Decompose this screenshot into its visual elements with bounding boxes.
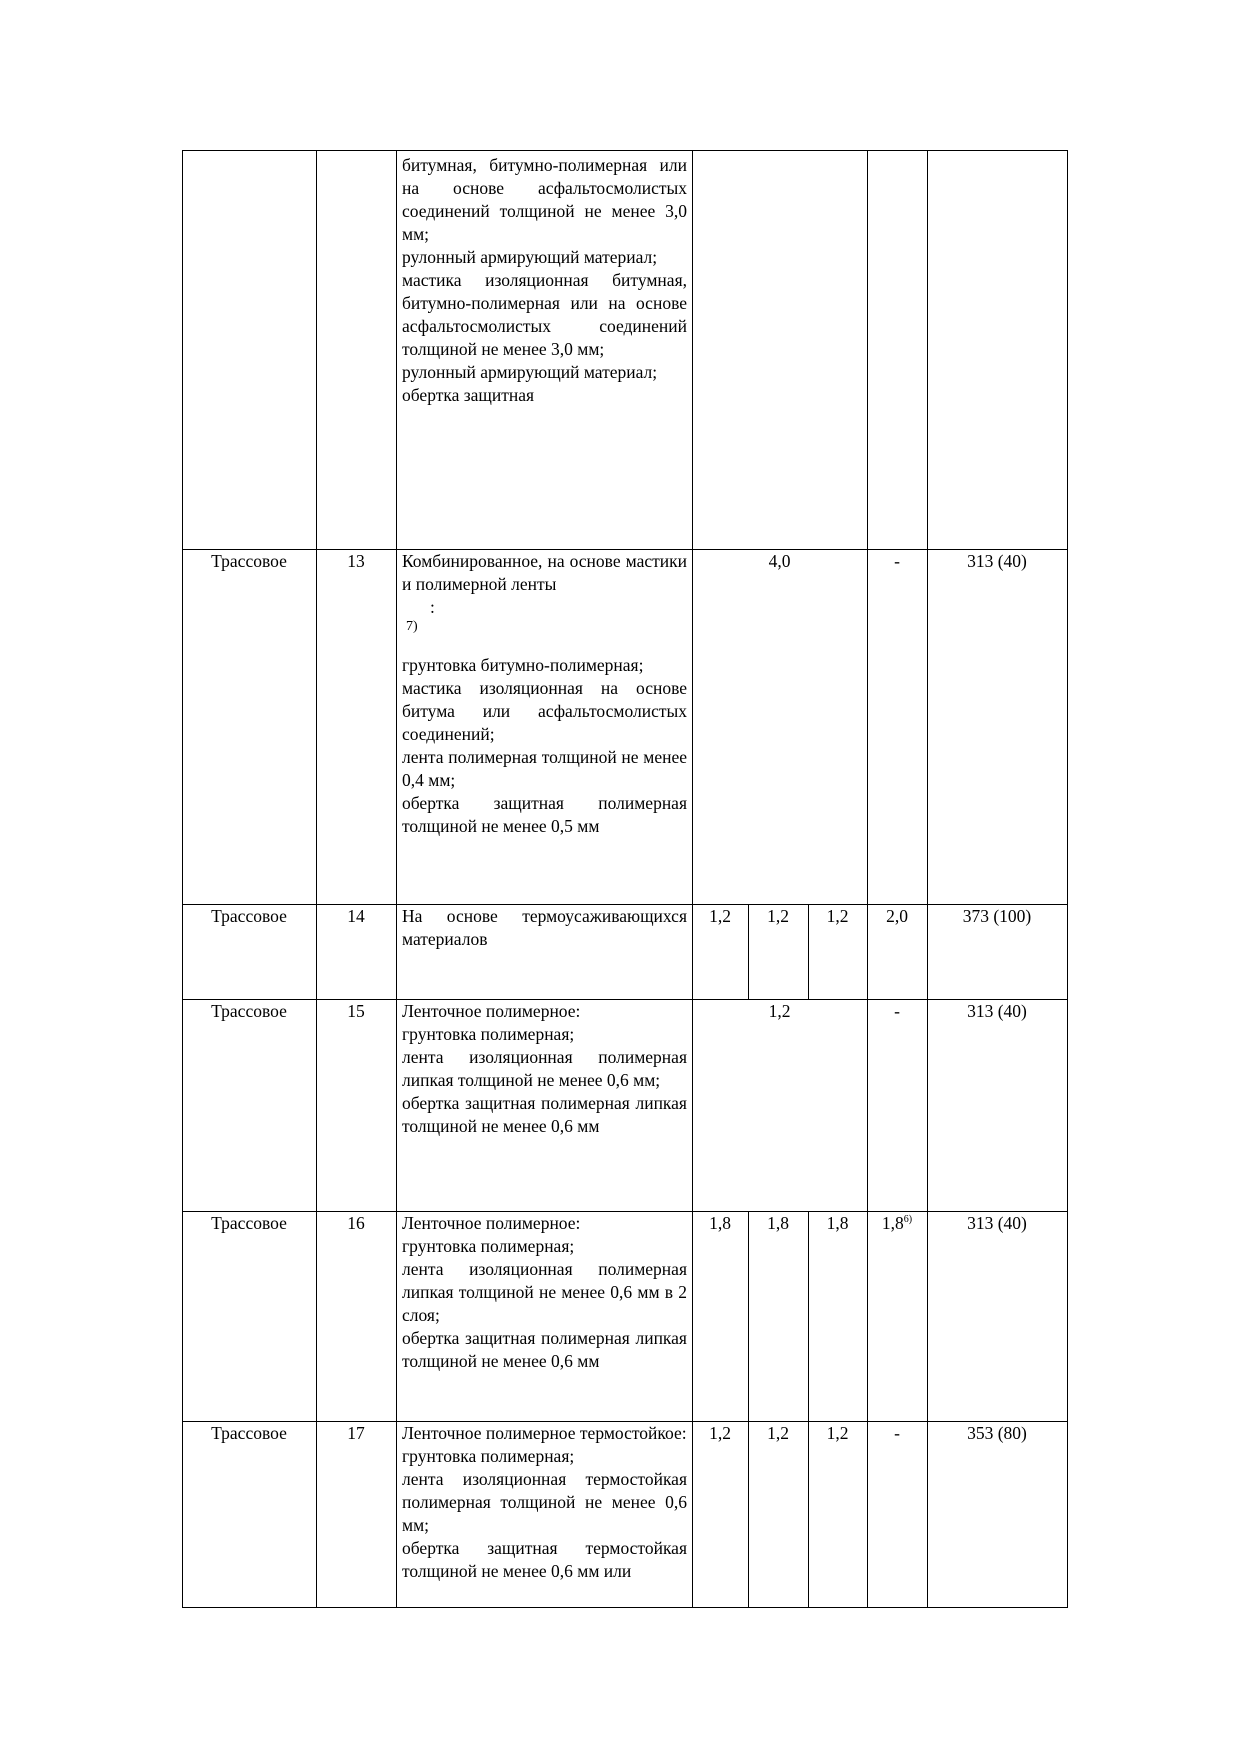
column-divider — [396, 150, 397, 1608]
temperature-value: 353 (80) — [967, 1423, 1027, 1443]
row-number: 16 — [347, 1213, 365, 1233]
description-line: рулонный армирующий материал; — [402, 362, 658, 382]
description-line: обертка защитная — [402, 385, 535, 405]
description-line: грунтовка полимерная; — [402, 1236, 575, 1256]
thickness-value: 1,8 — [709, 1213, 731, 1233]
column-divider — [748, 1211, 749, 1608]
thickness-value: 1,2 — [767, 906, 789, 926]
thickness-value: 1,2 — [826, 1423, 849, 1443]
thickness-value — [867, 1212, 927, 1235]
description-line: рулонный армирующий материал; — [402, 247, 658, 267]
temperature-value: 313 (40) — [967, 551, 1027, 571]
table-border-top — [182, 150, 1068, 151]
description-line: лента изоляционная полимерная липкая толщиной не менее 0,6 мм в 2 слоя; — [402, 1259, 687, 1325]
thickness-value: 1,2 — [768, 1001, 791, 1021]
construction-type: Трассовое — [211, 1423, 287, 1443]
description-line: Ленточное полимерное: — [402, 1001, 581, 1021]
thickness-value: 1,8 — [826, 1213, 849, 1233]
row-number: 13 — [347, 551, 365, 571]
description-line: обертка защитная полимерная липкая толщиной не менее 0,6 мм — [402, 1328, 687, 1371]
description-line: мастика изоляционная битумная, битумно-полимерная или на основе асфальтосмолистых соединений толщиной не менее 3,0 мм; — [402, 270, 687, 359]
coating-description — [402, 154, 687, 407]
temperature-value: 313 (40) — [967, 1001, 1027, 1021]
description-line: Ленточное полимерное: — [402, 1213, 581, 1233]
thickness-value: 1,2 — [709, 906, 731, 926]
construction-type: Трассовое — [211, 1001, 287, 1021]
coating-description — [402, 1000, 687, 1138]
thickness-value: - — [894, 1001, 900, 1021]
thickness-value: - — [894, 1423, 900, 1443]
column-divider — [808, 1211, 809, 1608]
table-border-right — [1067, 150, 1068, 1608]
thickness-value: - — [894, 551, 900, 571]
description-line: На основе термоусаживающихся материалов — [402, 906, 687, 949]
row-number: 14 — [347, 906, 365, 926]
coating-description — [402, 1212, 687, 1373]
construction-type: Трассовое — [211, 906, 287, 926]
description-line: лента полимерная толщиной не менее 0,4 мм; — [402, 747, 687, 790]
thickness-value: 4,0 — [768, 551, 791, 571]
construction-type: Трассовое — [211, 551, 287, 571]
temperature-value: 373 (100) — [962, 906, 1032, 926]
column-divider — [692, 150, 693, 1608]
column-divider — [867, 150, 868, 1608]
thickness-number: 1,8 — [881, 1213, 904, 1233]
description-line: грунтовка полимерная; — [402, 1024, 575, 1044]
coating-description — [402, 905, 687, 951]
column-divider — [927, 150, 928, 1608]
footnote-ref: 6) — [903, 1214, 913, 1225]
thickness-value: 1,2 — [709, 1423, 731, 1443]
description-line: Ленточное полимерное термостойкое: — [402, 1423, 687, 1443]
row-divider — [748, 150, 808, 151]
row-number: 15 — [347, 1001, 365, 1021]
thickness-value: 1,2 — [767, 1423, 789, 1443]
coating-description — [402, 654, 687, 838]
description-colon: : — [430, 597, 435, 617]
thickness-value: 1,8 — [767, 1213, 789, 1233]
description-line: обертка защитная термостойкая толщиной не менее 0,6 мм или — [402, 1538, 687, 1581]
description-line: мастика изоляционная на основе битума или асфальтосмолистых соединений; — [402, 678, 687, 744]
description-line: грунтовка полимерная; — [402, 1446, 575, 1466]
coating-description — [402, 1422, 687, 1583]
description-line: обертка защитная полимерная толщиной не менее 0,5 мм — [402, 793, 687, 836]
description-line: грунтовка битумно-полимерная; — [402, 655, 644, 675]
construction-type: Трассовое — [211, 1213, 287, 1233]
temperature-value: 313 (40) — [967, 1213, 1027, 1233]
table-border-bottom — [182, 1607, 1068, 1608]
footnote-ref: 7) — [406, 619, 418, 634]
column-divider — [316, 150, 317, 1608]
description-line: обертка защитная полимерная липкая толщиной не менее 0,6 мм — [402, 1093, 687, 1136]
row-number: 17 — [347, 1423, 365, 1443]
description-line: лента изоляционная термостойкая полимерная толщиной не менее 0,6 мм; — [402, 1469, 687, 1535]
coating-description — [402, 550, 687, 596]
thickness-value: 1,2 — [826, 906, 849, 926]
thickness-value: 2,0 — [886, 906, 908, 926]
description-line: Комбинированное, на основе мастики и полимерной ленты — [402, 551, 687, 594]
description-line: битумная, битумно-полимерная или на основе асфальтосмолистых соединений толщиной не менее 3,0 мм; — [402, 155, 687, 244]
table-border-left — [182, 150, 183, 1608]
description-line: лента изоляционная полимерная липкая толщиной не менее 0,6 мм; — [402, 1047, 687, 1090]
